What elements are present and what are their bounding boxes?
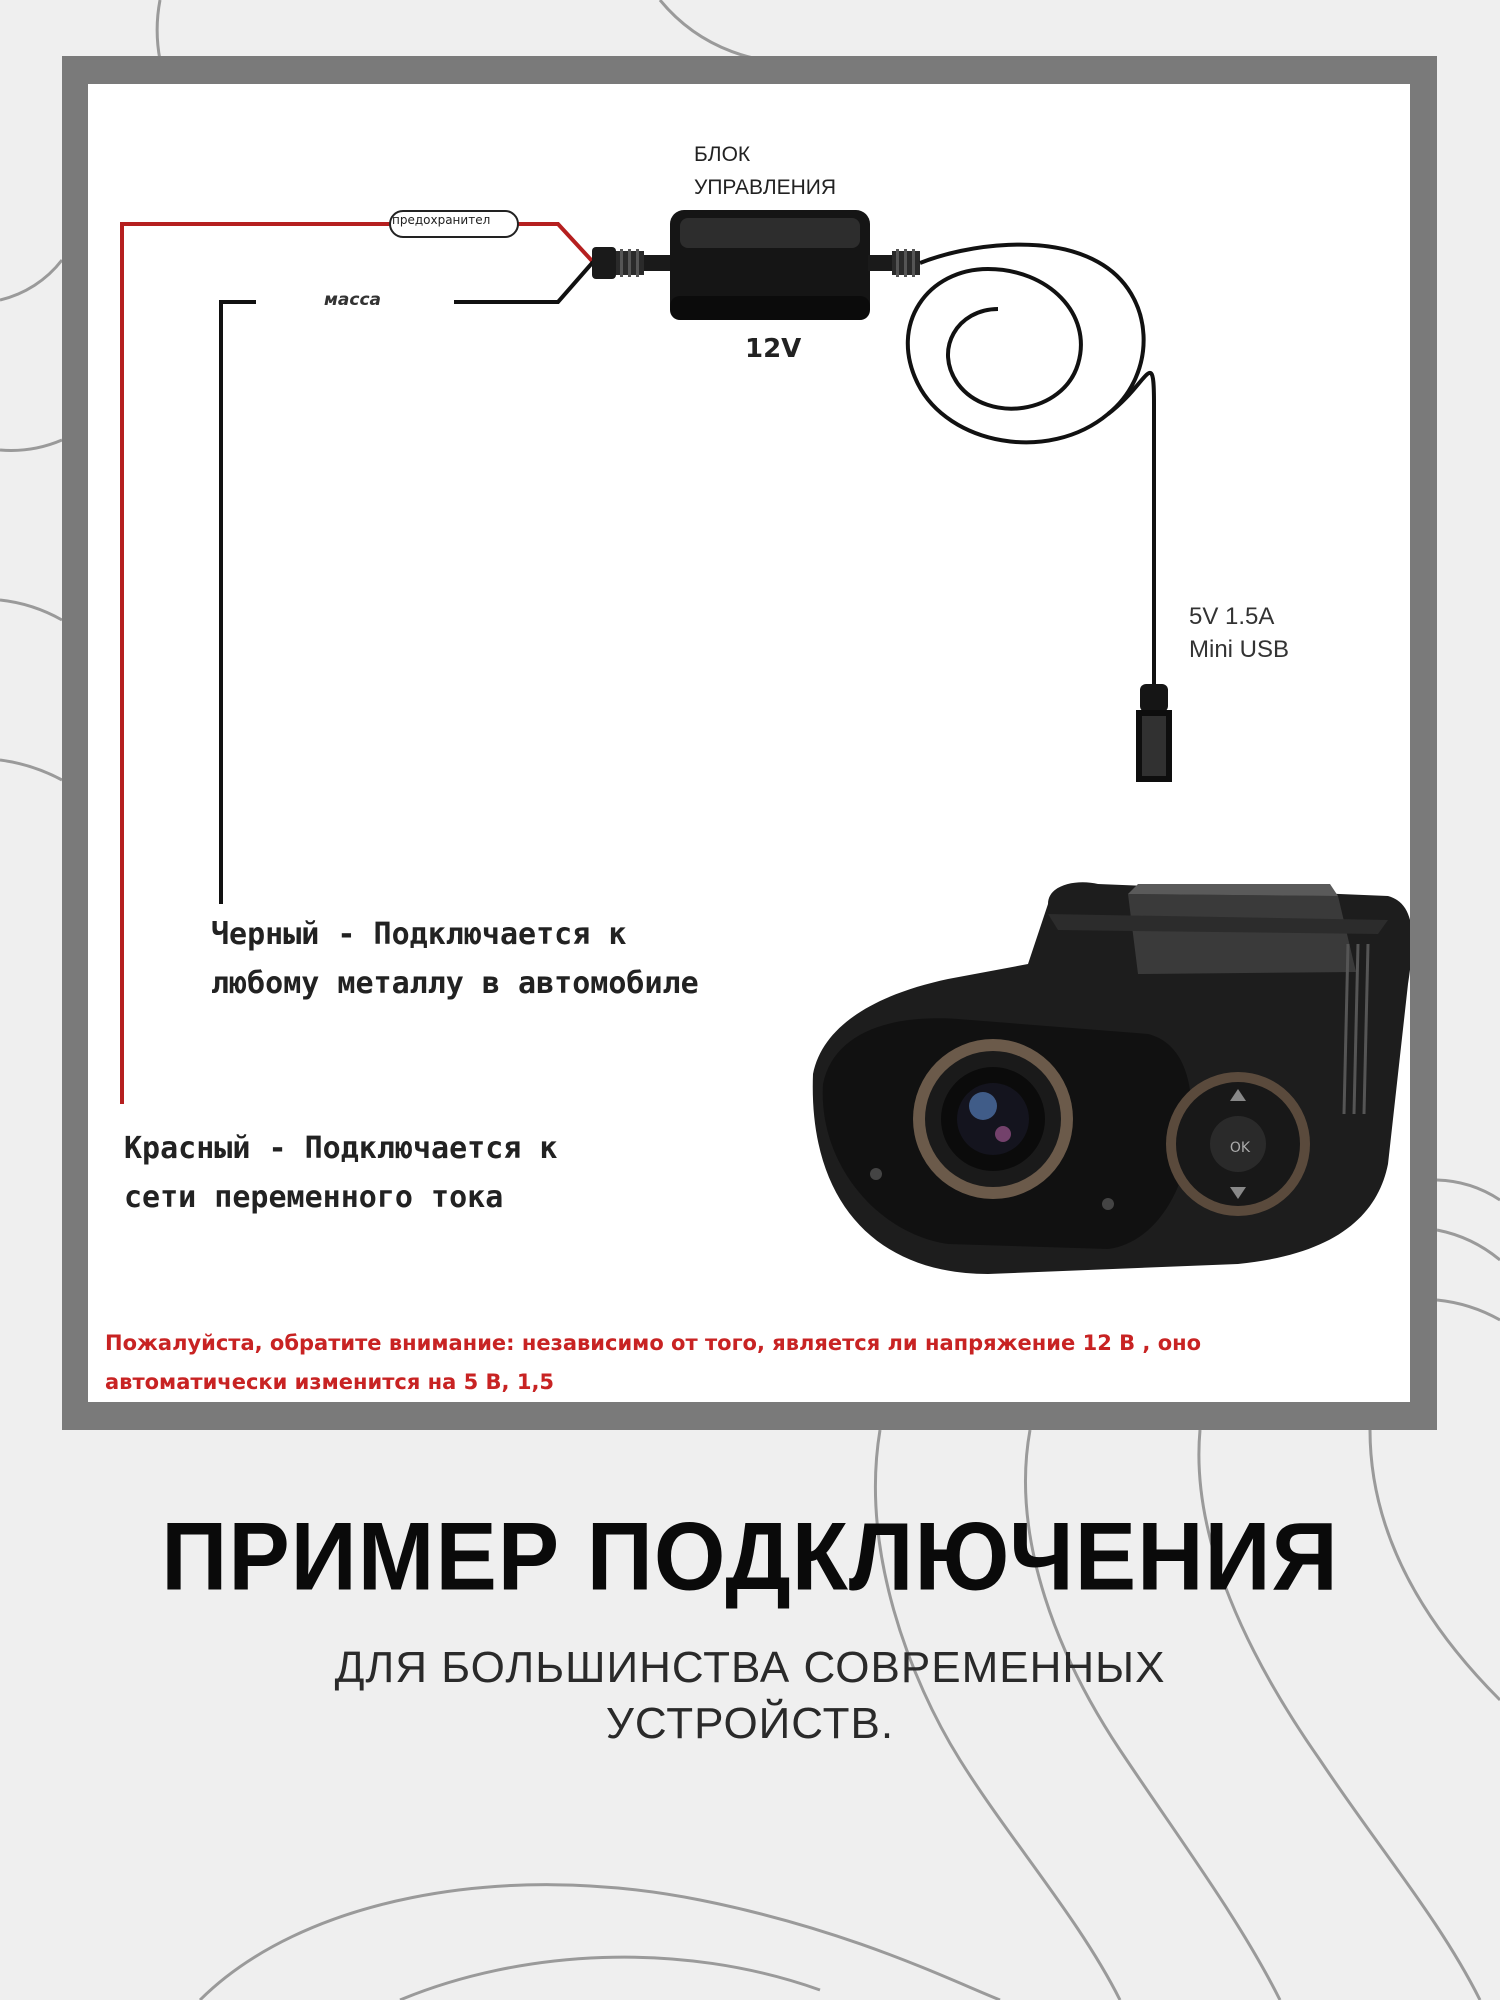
fuse-label: предохранител: [392, 213, 491, 227]
bg-arc: [0, 600, 62, 620]
camera-ok-label: OK: [1229, 1140, 1251, 1156]
wiring-diagram-panel: [88, 84, 1410, 1402]
bg-arc: [0, 760, 62, 780]
bg-arc: [400, 1957, 820, 2000]
control-unit-label: БЛОК УПРАВЛЕНИЯ: [694, 143, 837, 199]
coiled-usb-cable: [908, 245, 1154, 684]
page-title: ПРИМЕР ПОДКЛЮЧЕНИЯ: [161, 1503, 1339, 1611]
ground-label: масса: [324, 290, 381, 310]
input-connector: [592, 247, 672, 279]
red-wire-description: Красный - Подключается к сети переменного тока: [124, 1131, 558, 1215]
voltage-label: 12V: [745, 334, 802, 364]
output-connector: [868, 249, 920, 277]
control-unit-box: [670, 210, 870, 320]
mini-usb-plug: [1136, 684, 1172, 782]
usb-spec-label: 5V 1.5A Mini USB: [1189, 603, 1290, 663]
bg-arc: [200, 1885, 1000, 2000]
black-ground-wire: [221, 262, 593, 904]
bg-arc: [660, 0, 820, 62]
dash-camera-image: [813, 882, 1410, 1274]
bg-arc: [157, 0, 160, 60]
bg-arc: [1437, 1230, 1500, 1260]
bg-arc: [1437, 1180, 1500, 1200]
bg-arc: [0, 260, 62, 300]
bg-arc: [0, 440, 62, 450]
voltage-note: Пожалуйста, обратите внимание: независимо от того, является ли напряжение 12 В , оно автоматически изменится на 5 В, 1,5: [105, 1331, 1202, 1394]
black-wire-description: Черный - Подключается к любому металлу в автомобиле: [211, 917, 699, 1001]
page-subtitle: ДЛЯ БОЛЬШИНСТВА СОВРЕМЕННЫХ УСТРОЙСТВ.: [334, 1643, 1166, 1748]
bg-arc: [1437, 1300, 1500, 1320]
